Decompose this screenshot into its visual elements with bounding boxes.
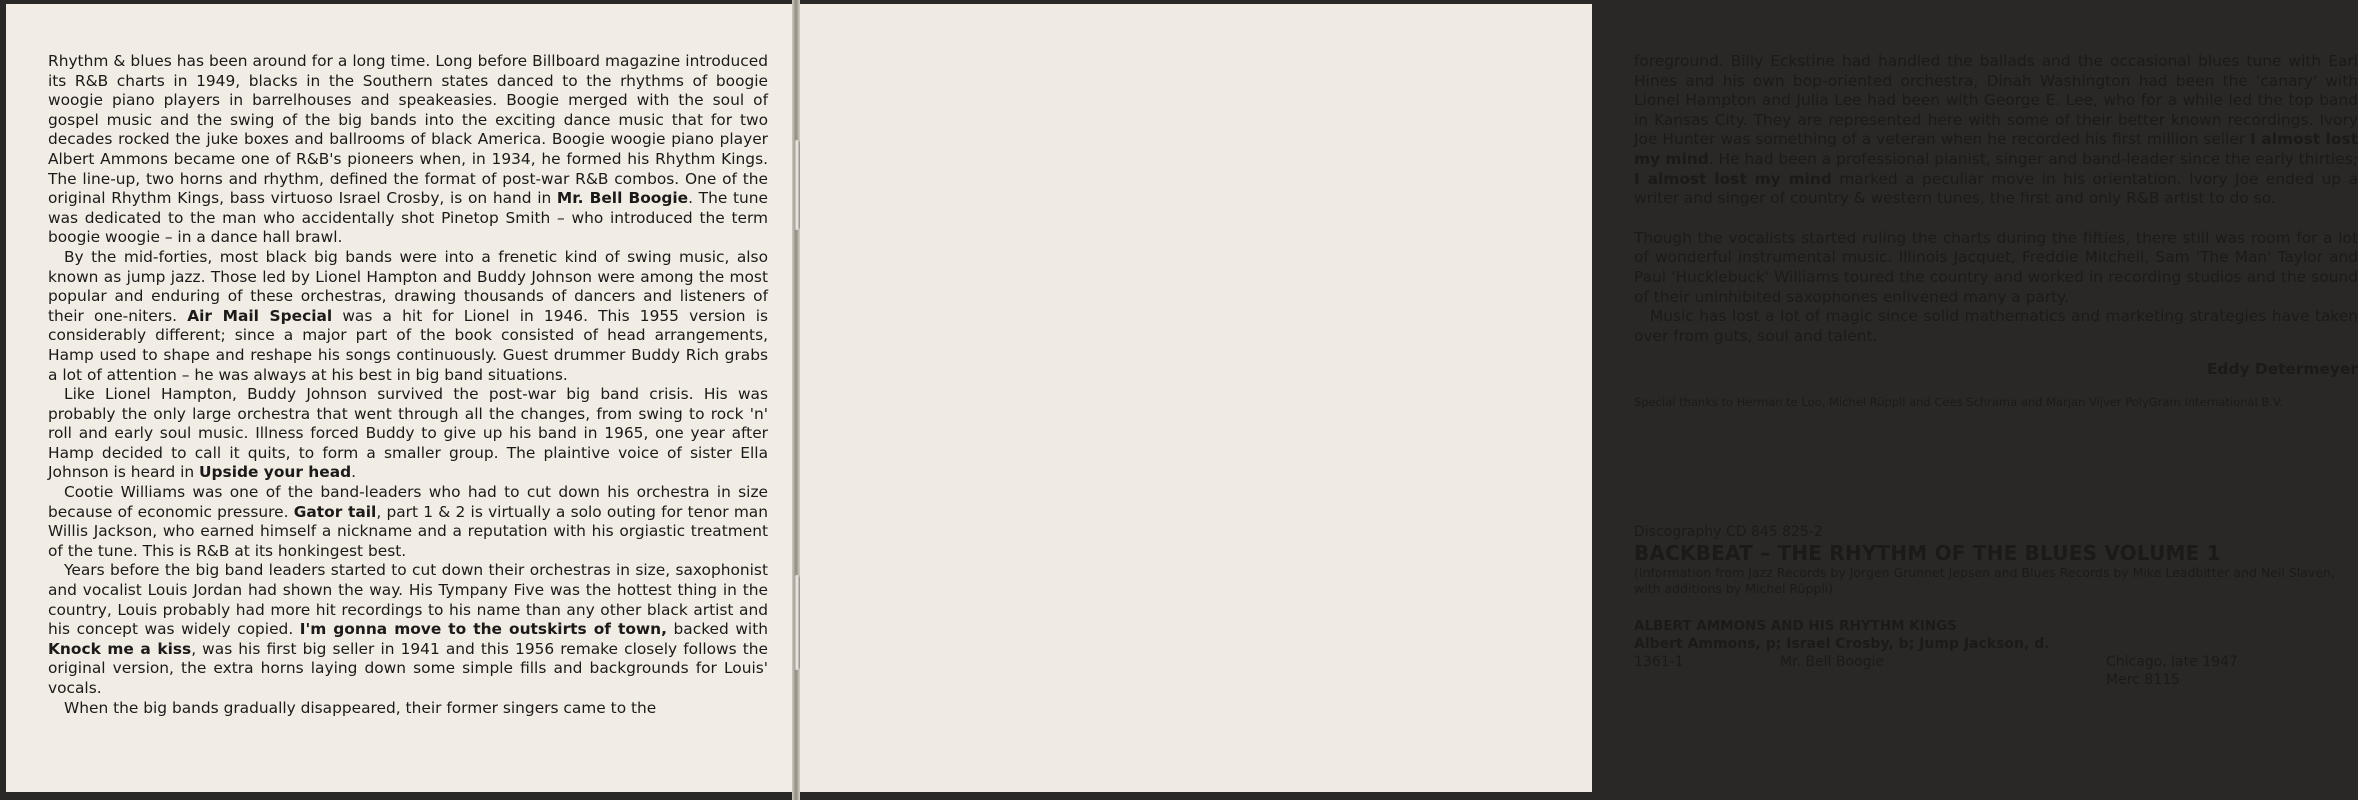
recording-place-date: Chicago, late 1947 [2106, 653, 2238, 670]
text-run: Music has lost a lot of magic since solid mathematics and marketing strategies have taken over from guts, soul and talent. [1634, 307, 2358, 345]
record-label-number: Merc 8115 [2106, 671, 2180, 688]
right-text-column [1634, 52, 2358, 689]
text-run: . He had been a professional pianist, singer and band-leader since the early thirties; [1708, 149, 2358, 168]
artist-heading: ALBERT AMMONS AND HIS RHYTHM KINGS [1634, 617, 1957, 634]
paragraph [48, 699, 768, 719]
text-run: Like Lionel Hampton, Buddy Johnson survived the post-war big band crisis. His was probably the only large orchestra that went through all the changes, from swing to rock 'n' roll and early soul music. Illness forced Buddy to give up his band in 1965, one year after Hamp decided to call it quits, to form a smaller group. The plaintive voice of sister Ella Johnson is heard in [48, 385, 768, 482]
bold-title: Mr. Bell Boogie [556, 189, 689, 208]
text-run: , was his first big seller in 1941 and this 1956 remake closely follows the original version, the extra horns laying down some simple fills and backgrounds for Louis' vocals. [48, 639, 768, 697]
left-page [6, 4, 792, 792]
paragraph [48, 483, 768, 561]
text-run: Years before the big band leaders started to cut down their orchestras in size, saxophonist and vocalist Louis Jordan had shown the way. His Tympany Five was the hottest thing in the country, Louis probably had more hit recordings to his name than any other black artist and his concept was widely copied. [48, 561, 768, 639]
right-page [800, 4, 2358, 792]
text-run: Cootie Williams was one of the band-leaders who had to cut down his orchestra in size because of economic pressure. [48, 483, 768, 521]
paragraph [48, 561, 768, 698]
recording-row [1634, 653, 2358, 689]
bold-title: Air Mail Special [187, 306, 333, 325]
text-run: Rhythm & blues has been around for a long time. Long before Billboard magazine introduced its R&B charts in 1949, blacks in the Southern states danced to the rhythms of boogie woogie piano players in barrelhouses and speakeasies. Boogie merged with the soul of gospel music and the swing of the big bands into the exciting dance music that for two decades rocked the juke boxes and ballrooms of black America. Boogie woogie piano player Albert Ammons became one of R&B's pioneers when, in 1934, he formed his Rhythm Kings. The line-up, two horns and rhythm, defined the format of post-war R&B combos. One of the original Rhythm Kings, bass virtuoso Israel Crosby, is on hand in [48, 52, 768, 208]
discography-title: BACKBEAT – THE RHYTHM OF THE BLUES VOLUME 1 [1634, 540, 2221, 565]
text-run: , part 1 & 2 is virtually a solo outing for tenor man Willis Jackson, who earned himself a nickname and a reputation with his orgiastic treatment of the tune. This is R&B at its honkingest best. [48, 502, 768, 560]
text-run: Though the vocalists started ruling the charts during the fifties, there still was room for a lot of wonderful instrumental music. Illinois Jacquet, Freddie Mitchell, Sam 'The Man' Taylor and Paul 'Hucklebuck' Williams toured the country and worked in recording studios and the sound of their uninhibited saxophones enlivened many a party. [1634, 228, 2358, 306]
bold-title: Gator tail [293, 502, 377, 521]
bold-title: Upside your head [199, 463, 352, 482]
text-run: By the mid-forties, most black big bands were into a frenetic kind of swing music, also known as jump jazz. Those led by Lionel Hampton and Buddy Johnson were among the most popular and enduring of these orchestras, drawing thousands of dancers and listeners of their one-niters. [48, 247, 768, 325]
text-run: backed with [666, 620, 768, 639]
discography-label: Discography CD 845 825-2 [1634, 523, 1823, 540]
personnel-line: Albert Ammons, p; Israel Crosby, b; Jump Jackson, d. [1634, 635, 2050, 652]
text-run: was a hit for Lionel in 1946. This 1955 version is considerably different; since a major part of the book consisted of head arrangements, Hamp used to shape and reshape his songs continuously. Guest drummer Buddy Rich grabs a lot of attention – he was always at his best in big band situations. [48, 306, 768, 384]
paragraph [48, 385, 768, 483]
bold-title: I'm gonna move to the outskirts of town, [299, 620, 667, 639]
booklet-gutter [792, 0, 800, 800]
author-signature: Eddy Determeyer [2206, 360, 2358, 379]
paragraph [1634, 229, 2358, 307]
left-text-column [48, 52, 768, 718]
text-run: marked a peculiar move in his orientation. Ivory Joe ended up a writer and singer of country & western tunes, the first and only R&B artist to do so. [1634, 169, 2358, 208]
text-run: . [351, 463, 357, 482]
paragraph [1634, 52, 2358, 209]
bold-title: Knock me a kiss [48, 639, 192, 658]
paragraph [48, 248, 768, 385]
text-run: foreground. Billy Eckstine had handled the ballads and the occasional blues tune with Earl Hines and his own bop-oriented orchestra, Dinah Washington had been the 'canary' with Lionel Hampton and Julia Lee had been with George E. Lee, who for a while led the top band in Kansas City. They are represented here with some of their better known recordings. Ivory Joe Hunter was something of a veteran when he recorded his first million seller [1634, 52, 2358, 149]
text-run: . The tune was dedicated to the man who accidentally shot Pinetop Smith – who introduced the term boogie woogie – in a dance hall brawl. [48, 189, 768, 247]
special-thanks: Special thanks to Herman te Loo, Michel Rüppli and Cees Schrama and Marjan Vijver PolyGram International B.V. [1634, 394, 2283, 409]
text-run: When the big bands gradually disappeared, their former singers came to the [64, 698, 657, 717]
paragraph [1634, 307, 2358, 346]
track-title: Mr. Bell Boogie [1780, 653, 1885, 670]
discography-source-info: (Information from Jazz Records by Jorgen Grunnet Jepsen and Blues Records by Mike Leadbitter and Neil Slaven, with additions by Michel Rüppli) [1634, 564, 2335, 596]
bold-title: I almost lost my mind [1634, 169, 1832, 188]
matrix-number: 1361-1 [1634, 653, 1684, 670]
bold-title: I almost lost my mind [1634, 130, 2358, 168]
paragraph [48, 52, 768, 248]
